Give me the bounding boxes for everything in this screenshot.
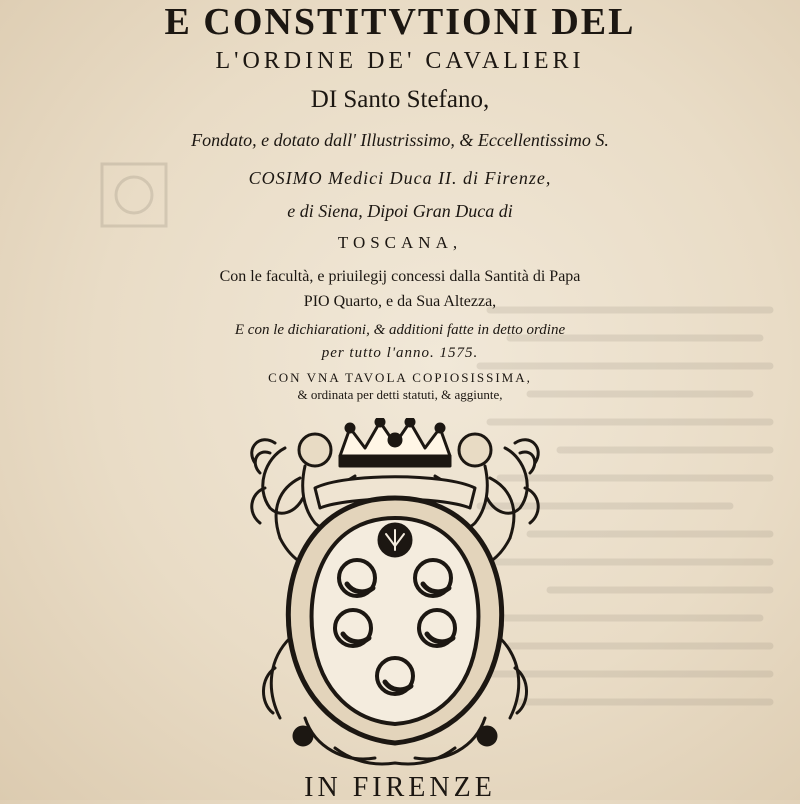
imprint-city: IN FIRENZE bbox=[304, 772, 496, 803]
dedication-line-4: TOSCANA, bbox=[337, 233, 463, 252]
index-line-2: & ordinata per detti statuti, & aggiunte, bbox=[297, 387, 503, 402]
privilege-line-1: Con le facultà, e priuilegij concessi dalla Santità di Papa bbox=[219, 268, 581, 285]
dedication-line-2: COSIMO Medici Duca II. di Firenze, bbox=[248, 168, 552, 188]
fruit-ornament-right bbox=[478, 727, 496, 745]
index-line-1: CON VNA TAVOLA COPIOSISSIMA, bbox=[268, 370, 532, 385]
additions-line-1: E con le dichiarationi, & additioni fatte in detto ordine bbox=[234, 322, 566, 338]
privilege-line-2: PIO Quarto, e da Sua Altezza, bbox=[303, 293, 497, 310]
garland-ornament bbox=[335, 748, 455, 764]
dedication-line-1: Fondato, e dotato dall' Illustrissimo, & Eccellentissimo S. bbox=[191, 130, 609, 150]
fruit-ornament-left bbox=[294, 727, 312, 745]
title-line-3: DI Santo Stefano, bbox=[310, 86, 490, 113]
dedication-line-3: e di Siena, Dipoi Gran Duca di bbox=[287, 201, 513, 221]
crown-icon bbox=[340, 418, 450, 466]
coat-of-arms-emblem bbox=[245, 418, 545, 768]
additions-line-2: per tutto l'anno. 1575. bbox=[321, 345, 479, 361]
title-line-1: E CONSTITVTIONI DEL bbox=[164, 1, 636, 43]
title-line-2: L'ORDINE DE' CAVALIERI bbox=[215, 48, 585, 74]
